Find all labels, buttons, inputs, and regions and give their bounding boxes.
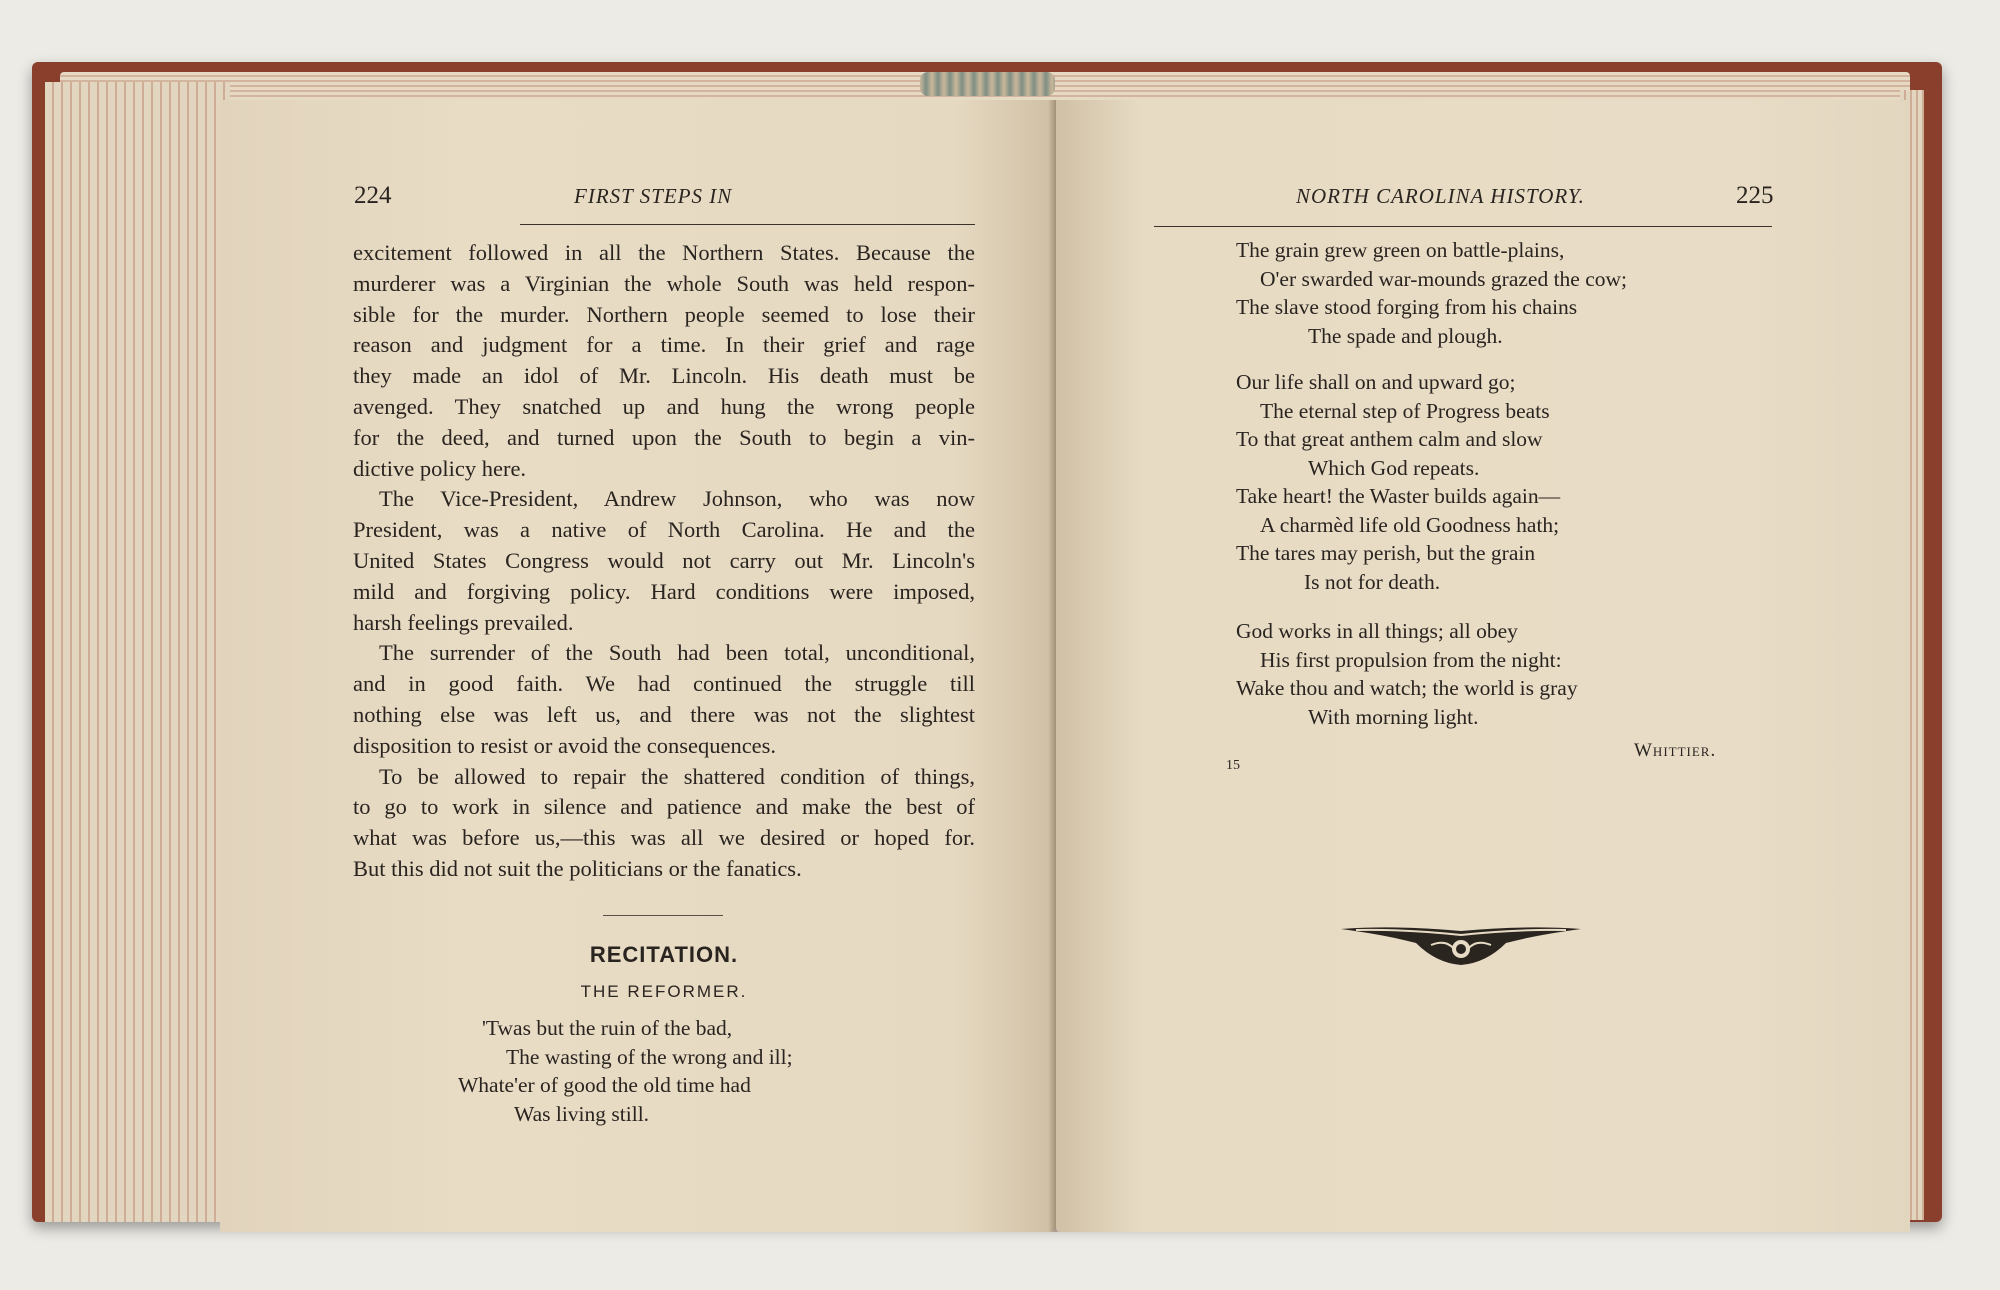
poem-title: THE REFORMER. (580, 982, 748, 1001)
section-divider (603, 915, 723, 916)
poem-line: Our life shall on and upward go; (1236, 370, 1516, 394)
prose-line: disposition to resist or avoid the consequences. (353, 732, 777, 758)
poem-line: The eternal step of Progress beats (1260, 398, 1550, 423)
poem-line: Was living still. (514, 1101, 650, 1126)
author-attribution: Whittier. (1634, 740, 1717, 761)
prose-line: The Vice-President, Andrew Johnson, who was now (379, 486, 975, 512)
left-poem (458, 1014, 793, 1128)
right-page[interactable] (1056, 100, 1910, 1232)
left-prose (353, 238, 975, 885)
prose-line: harsh feelings prevailed. (353, 609, 574, 635)
right-running-head: NORTH CAROLINA HISTORY. (1296, 184, 1585, 208)
prose-line: nothing else was left us, and there was not the slightest (353, 701, 975, 727)
poem-line: To that great anthem calm and slow (1236, 427, 1543, 451)
tailpiece-ornament-icon (1336, 915, 1586, 975)
poem-line: The slave stood forging from his chains (1236, 295, 1578, 319)
prose-line: murderer was a Virginian the whole South was held respon- (353, 270, 975, 296)
prose-line: and in good faith. We had continued the struggle till (353, 671, 975, 697)
prose-line: for the deed, and turned upon the South to begin a vin- (353, 424, 975, 450)
left-page-number: 224 (354, 182, 392, 209)
right-head-rule (1154, 226, 1772, 227)
poem-line: 'Twas but the ruin of the bad, (482, 1016, 733, 1040)
prose-line: United States Congress would not carry out Mr. Lincoln's (353, 547, 975, 573)
prose-line: But this did not suit the politicians or the fanatics. (353, 855, 802, 881)
poem-line: Is not for death. (1304, 569, 1441, 594)
poem-line: O'er swarded war-mounds grazed the cow; (1260, 266, 1628, 291)
left-head-rule (520, 224, 975, 225)
book-spine (920, 72, 1055, 96)
prose-line: mild and forgiving policy. Hard conditions were imposed, (353, 578, 975, 604)
prose-line: dictive policy here. (353, 455, 527, 481)
poem-line: Wake thou and watch; the world is gray (1236, 676, 1578, 700)
right-stanza-1 (1236, 236, 1627, 350)
poem-line: A charmèd life old Goodness hath; (1260, 512, 1560, 537)
poem-line: The spade and plough. (1308, 323, 1503, 348)
prose-line: excitement followed in all the Northern States. Because the (353, 240, 975, 265)
prose-line: they made an idol of Mr. Lincoln. His death must be (353, 363, 975, 389)
prose-line: To be allowed to repair the shattered condition of things, (379, 763, 975, 789)
poem-line: Which God repeats. (1308, 455, 1480, 480)
left-page[interactable] (220, 100, 1056, 1232)
poem-line: The grain grew green on battle-plains, (1236, 238, 1565, 262)
poem-line: Whate'er of good the old time had (458, 1073, 751, 1097)
poem-line: His first propulsion from the night: (1260, 647, 1562, 672)
right-page-number: 225 (1736, 182, 1774, 209)
poem-line: The tares may perish, but the grain (1236, 541, 1536, 565)
page-stack-left (45, 82, 230, 1222)
prose-line: reason and judgment for a time. In their grief and rage (353, 332, 975, 358)
poem-line: The wasting of the wrong and ill; (506, 1044, 793, 1069)
prose-line: what was before us,—this was all we desired or hoped for. (353, 825, 975, 851)
left-running-head: FIRST STEPS IN (574, 184, 733, 208)
prose-line: avenged. They snatched up and hung the wrong people (353, 393, 975, 419)
poem-line: God works in all things; all obey (1236, 619, 1518, 643)
prose-line: The surrender of the South had been total, unconditional, (379, 640, 975, 666)
prose-line: to go to work in silence and patience and make the best of (353, 794, 975, 820)
right-stanza-3 (1236, 617, 1578, 731)
recitation-heading: RECITATION. (589, 942, 739, 967)
prose-line: President, was a native of North Carolina. He and the (353, 517, 975, 543)
poem-line: With morning light. (1308, 704, 1479, 729)
signature-mark: 15 (1226, 758, 1240, 773)
prose-line: sible for the murder. Northern people seemed to lose their (353, 301, 975, 327)
right-stanza-2 (1236, 368, 1560, 596)
poem-line: Take heart! the Waster builds again— (1236, 484, 1561, 508)
